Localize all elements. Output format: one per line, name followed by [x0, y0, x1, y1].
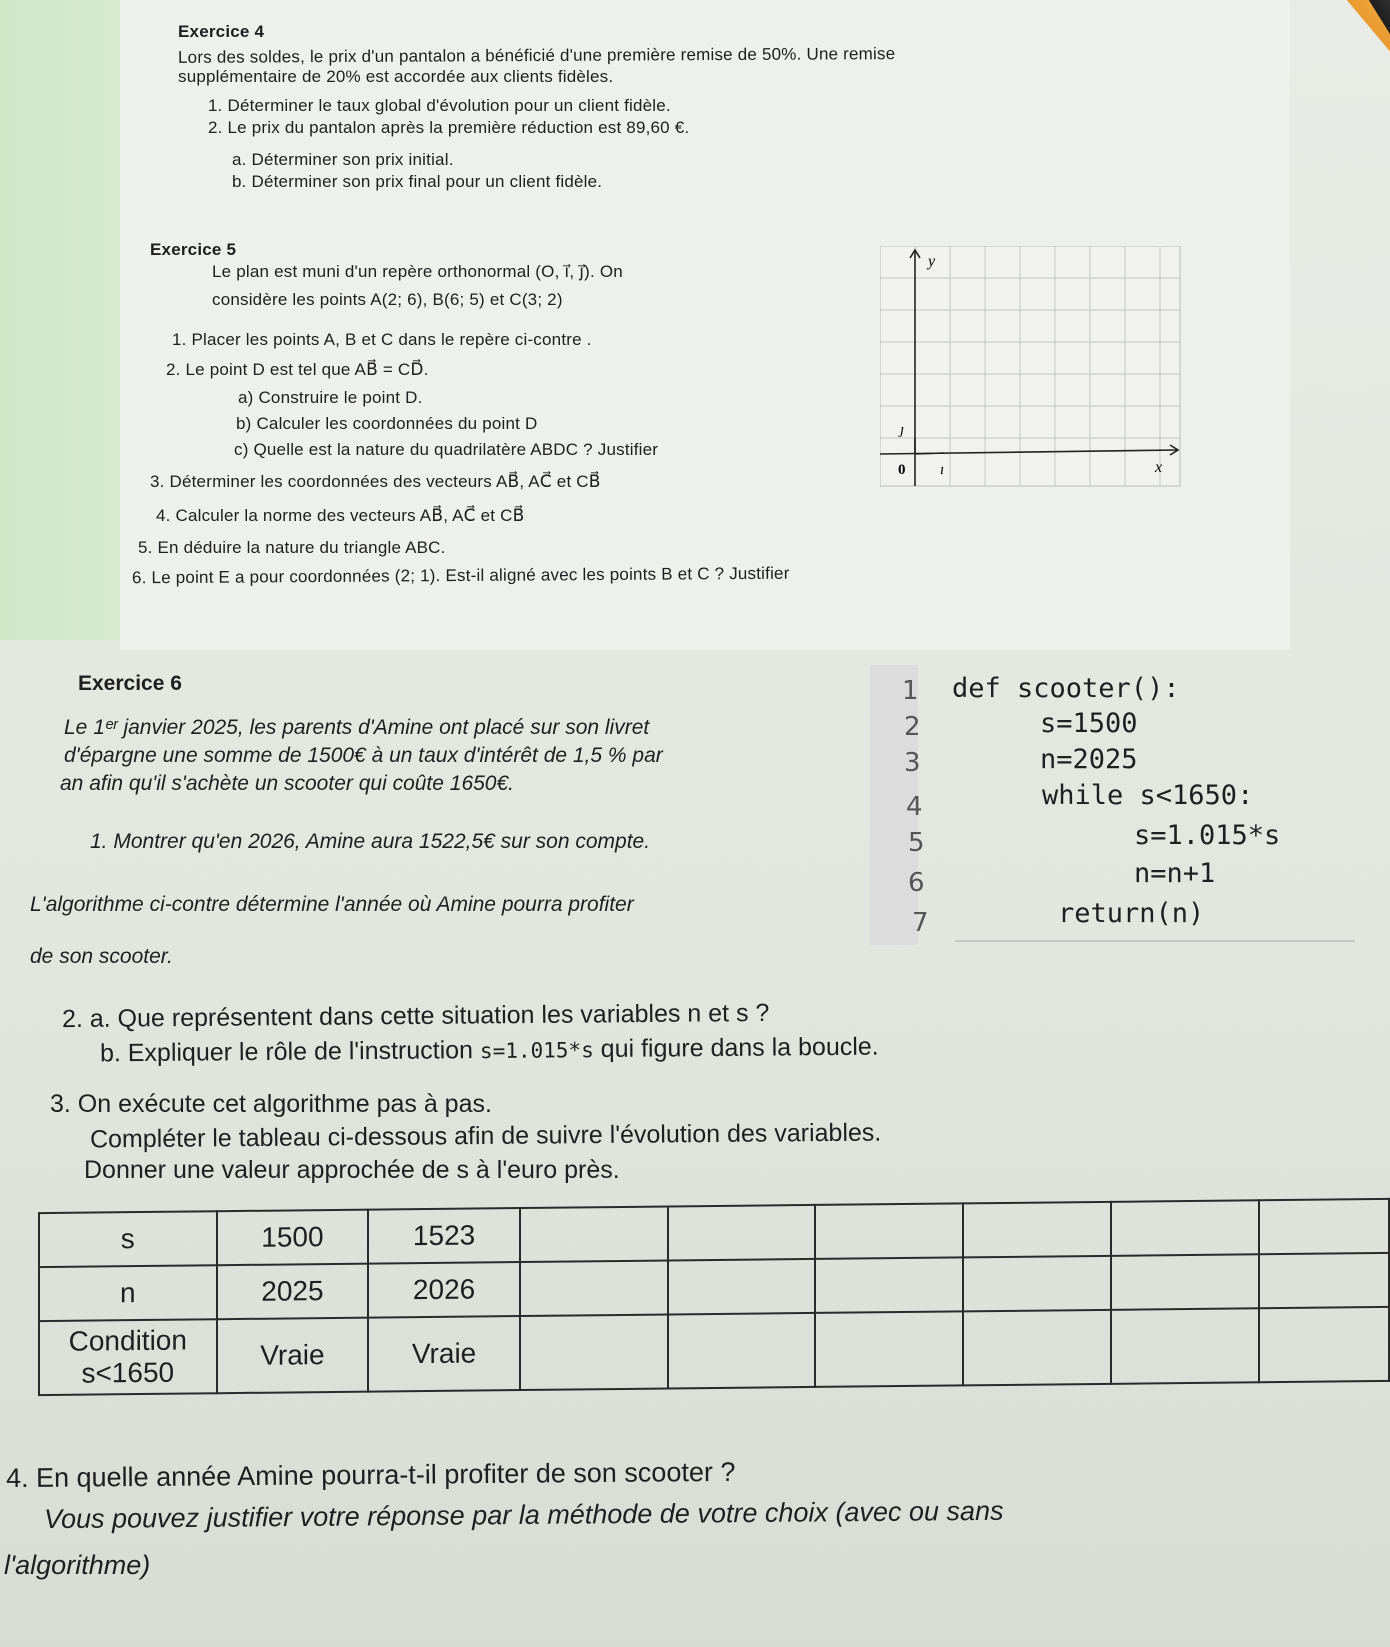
table-row [39, 1307, 1389, 1395]
ex6-q2a: 2. a. Que représentent dans cette situation les variables n et s ? [61, 998, 770, 1034]
ex6-q4-l1: 4. En quelle année Amine pourra-t-il profiter de son scooter ? [5, 1456, 736, 1494]
table-cell[interactable] [668, 1259, 816, 1315]
ex6-title: Exercice 6 [78, 672, 182, 695]
y-axis-label: y [928, 253, 936, 270]
table-cell: n [39, 1265, 217, 1321]
ex4-intro-1: Lors des soldes, le prix d'un pantalon a bénéficié d'une première remise de 50%. Une remise [177, 44, 896, 67]
ex5-q2a: a) Construire le point D. [238, 388, 423, 407]
ex6-q1: 1. Montrer qu'en 2026, Amine aura 1522,5€ sur son compte. [90, 830, 651, 853]
table-cell: Vraie [368, 1316, 520, 1392]
condition-expression: s<1650 [81, 1356, 175, 1389]
table-cell[interactable] [668, 1205, 816, 1261]
code-line-2: s=1500 [1040, 708, 1138, 739]
table-cell: Vraie [217, 1318, 369, 1394]
ex4-q2a: a. Déterminer son prix initial. [232, 150, 454, 169]
table-cell: 2026 [368, 1262, 520, 1318]
table-cell[interactable] [1111, 1254, 1259, 1310]
table-cell[interactable] [815, 1203, 963, 1259]
x-axis-label: x [1155, 459, 1163, 476]
table-cell[interactable] [963, 1202, 1111, 1258]
code-line-4: while s<1650: [1042, 780, 1254, 811]
ex5-intro-2: considère les points A(2; 6), B(6; 5) et C(3; 2) [212, 290, 563, 309]
code-line-number: 4 [906, 792, 923, 822]
code-line-number: 1 [902, 676, 919, 706]
ex6-intro-1: Le 1ᵉʳ janvier 2025, les parents d'Amine ont placé sur son livret [64, 716, 650, 739]
ex6-intro-2: d'épargne une somme de 1500€ à un taux d'intérêt de 1,5 % par [64, 744, 663, 767]
table-cell[interactable] [520, 1314, 668, 1390]
table-cell[interactable] [668, 1313, 816, 1389]
ex5-q3: 3. Déterminer les coordonnées des vecteurs AB⃗, AC⃗ et CB⃗ [150, 472, 601, 491]
code-line-number: 7 [912, 908, 929, 938]
trace-table [38, 1198, 1390, 1396]
ex6-q2b-code: s=1.015*s [479, 1038, 594, 1064]
table-cell[interactable] [1259, 1199, 1389, 1254]
table-cell-condition-label [39, 1319, 217, 1395]
table-cell[interactable] [815, 1257, 963, 1313]
table-cell[interactable] [520, 1206, 668, 1262]
ex4-q2b: b. Déterminer son prix final pour un client fidèle. [232, 172, 603, 191]
code-line-5: s=1.015*s [1134, 820, 1281, 851]
table-cell: 1523 [368, 1208, 520, 1264]
table-cell[interactable] [1111, 1200, 1259, 1256]
ex6-q4-l3: l'algorithme) [4, 1550, 151, 1580]
table-cell[interactable] [1259, 1253, 1389, 1308]
ex5-q2: 2. Le point D est tel que AB⃗ = CD⃗. [166, 360, 429, 379]
code-line-number: 2 [904, 712, 921, 742]
ex5-q4: 4. Calculer la norme des vecteurs AB⃗, AC⃗ et CB⃗ [156, 506, 525, 525]
table-cell[interactable] [963, 1256, 1111, 1312]
ex6-intro-3: an afin qu'il s'achète un scooter qui coûte 1650€. [60, 772, 515, 795]
table-cell[interactable] [520, 1260, 668, 1316]
ex6-q3-l1: 3. On exécute cet algorithme pas à pas. [50, 1090, 492, 1118]
ex5-title: Exercice 5 [150, 240, 237, 259]
table-cell: s [39, 1211, 217, 1267]
table-cell[interactable] [1111, 1308, 1259, 1384]
code-line-number: 5 [908, 828, 925, 858]
table-cell[interactable] [815, 1311, 963, 1387]
table-cell: 2025 [217, 1264, 369, 1320]
code-line-6: n=n+1 [1134, 858, 1216, 889]
table-cell[interactable] [1259, 1307, 1389, 1382]
code-underline [955, 940, 1355, 942]
ex5-q2b: b) Calculer les coordonnées du point D [236, 414, 538, 433]
vector-j-label: ȷ⃗ [900, 422, 916, 438]
code-line-7: return(n) [1058, 898, 1205, 929]
code-line-number: 3 [904, 748, 921, 778]
ex4-intro-2: supplémentaire de 20% est accordée aux clients fidèles. [178, 67, 614, 86]
ex6-algo-2: de son scooter. [30, 945, 173, 968]
ex5-q2c: c) Quelle est la nature du quadrilatère ABDC ? Justifier [234, 440, 659, 459]
code-line-3: n=2025 [1040, 744, 1138, 775]
vector-i-label: ı⃗ [940, 462, 956, 478]
condition-label: Condition [68, 1324, 187, 1357]
ex4-q2: 2. Le prix du pantalon après la première réduction est 89,60 €. [208, 118, 690, 137]
ex5-intro-1: Le plan est muni d'un repère orthonormal (O, ı⃗, ȷ⃗). On [212, 262, 623, 281]
ex6-algo-1: L'algorithme ci-contre détermine l'année où Amine pourra profiter [30, 893, 634, 916]
origin-label: 0 [898, 462, 906, 478]
ex6-q3-l3: Donner une valeur approchée de s à l'euro près. [84, 1156, 620, 1184]
table-cell[interactable] [963, 1310, 1111, 1386]
ex5-q5: 5. En déduire la nature du triangle ABC. [138, 538, 446, 557]
table-cell: 1500 [217, 1210, 369, 1266]
coordinate-grid [880, 246, 1190, 491]
ex6-q4-l2: Vous pouvez justifier votre réponse par la méthode de votre choix (avec ou sans [43, 1495, 1004, 1535]
ex6-q2b-text-end: qui figure dans la boucle. [600, 1032, 879, 1064]
ex6-q2b [100, 1033, 879, 1069]
code-line-1: def scooter(): [952, 673, 1180, 704]
code-line-number: 6 [908, 868, 925, 898]
ex6-q2b-text: b. Expliquer le rôle de l'instruction [99, 1036, 474, 1068]
ex5-q1: 1. Placer les points A, B et C dans le repère ci-contre . [172, 330, 592, 349]
ex4-title: Exercice 4 [178, 22, 265, 41]
ex4-q1: 1. Déterminer le taux global d'évolution pour un client fidèle. [208, 96, 671, 115]
ex5-q6: 6. Le point E a pour coordonnées (2; 1). Est-il aligné avec les points B et C ? Justifier [131, 563, 790, 588]
ex6-q3-l2: Compléter le tableau ci-dessous afin de suivre l'évolution des variables. [89, 1118, 882, 1154]
